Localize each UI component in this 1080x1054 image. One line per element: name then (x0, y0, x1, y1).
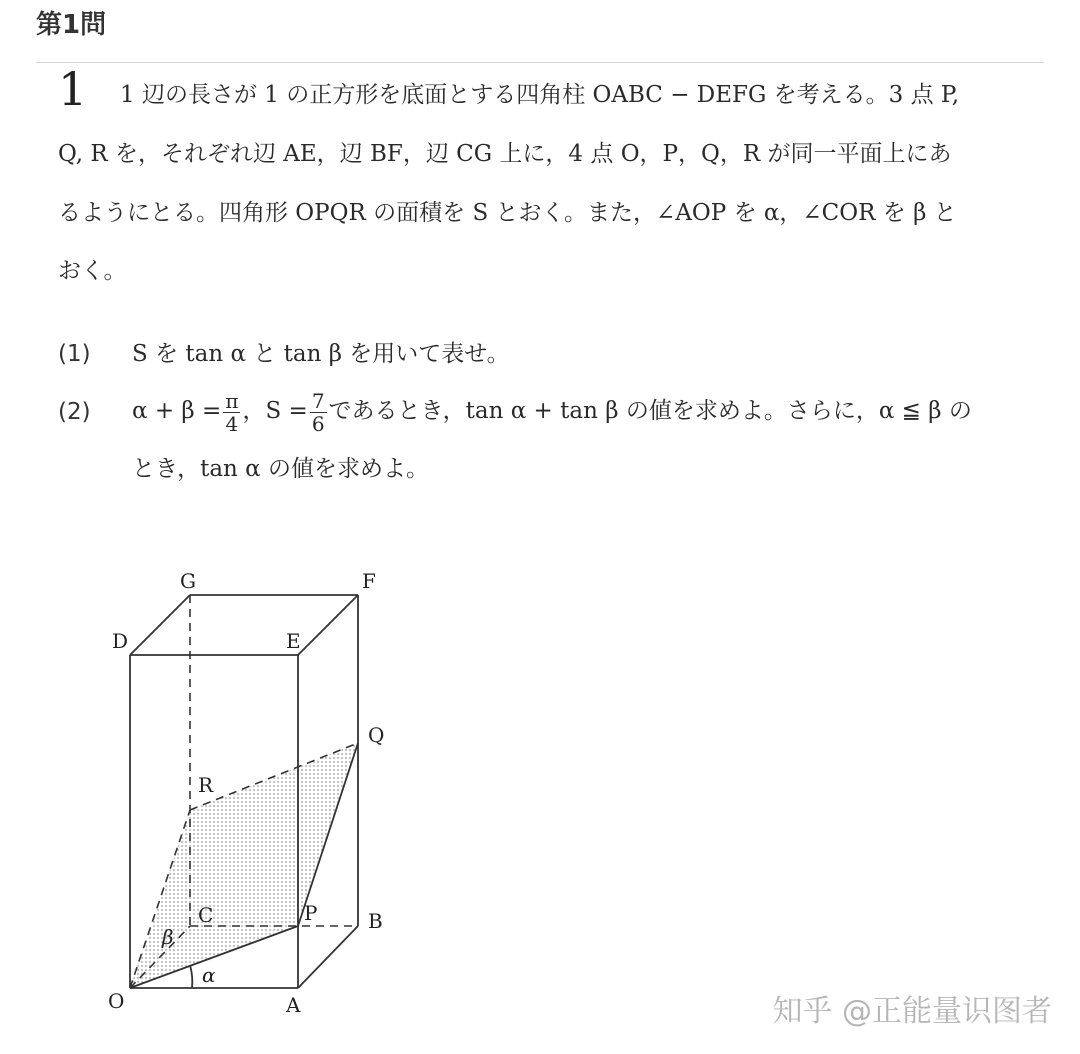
vertex-label-a: A (286, 993, 301, 1017)
fraction-denominator: 4 (225, 411, 239, 436)
fraction-numerator: 7 (311, 388, 325, 413)
question-1-text: S を tan α と tan β を用いて表せ。 (132, 341, 510, 367)
problem-line-1: 1 辺の長さが 1 の正方形を底面とする四角柱 OABC − DEFG を考える。3 点 P, (120, 82, 960, 108)
question-2-line-2: とき，tan α の値を求めよ。 (132, 456, 430, 482)
edge-dg (130, 595, 190, 655)
question-1-label: (1) (58, 341, 91, 367)
fraction-denominator: 6 (311, 411, 325, 436)
vertex-label-q: Q (368, 723, 385, 747)
vertex-label-b: B (368, 909, 383, 933)
angle-alpha-arc (190, 965, 192, 988)
vertex-label-o: O (108, 989, 125, 1013)
question-2-mid: ，S = (242, 398, 308, 425)
angle-label-alpha: α (202, 963, 216, 987)
vertex-label-e: E (286, 629, 301, 653)
edge-ab (298, 926, 358, 988)
vertex-label-c: C (198, 903, 214, 927)
fraction-numerator: π (225, 388, 239, 413)
edge-fe (298, 595, 358, 655)
fraction-7-over-6 (310, 390, 327, 435)
problem-number: 1 (58, 62, 88, 116)
question-2-label: (2) (58, 399, 91, 425)
problem-line-3: るようにとる。四角形 OPQR の面積を S とおく。また，∠AOP を α，∠COR を β と (58, 200, 957, 226)
prism-figure (100, 560, 420, 1030)
question-2-line-1 (132, 380, 972, 444)
vertex-label-f: F (362, 569, 376, 593)
vertex-label-d: D (112, 629, 129, 653)
question-2-pre: α + β = (132, 398, 222, 425)
fraction-pi-over-4 (223, 390, 240, 435)
page-title: 第1問 (36, 10, 107, 40)
angle-label-beta: β (162, 925, 174, 949)
problem-line-2: Q, R を，それぞれ辺 AE，辺 BF，辺 CG 上に，4 点 O，P，Q，R が同一平面上にあ (58, 141, 952, 167)
problem-line-4: おく。 (58, 258, 127, 284)
vertex-label-g: G (180, 569, 196, 593)
quadrilateral-opqr (130, 743, 358, 988)
watermark-text: 知乎 @正能量识图者 (772, 994, 1052, 1029)
vertex-label-r: R (198, 773, 214, 797)
question-2-post: であるとき，tan α + tan β の値を求めよ。さらに，α ≦ β の (328, 398, 972, 425)
vertex-label-p: P (304, 901, 318, 925)
header-divider (36, 62, 1044, 63)
